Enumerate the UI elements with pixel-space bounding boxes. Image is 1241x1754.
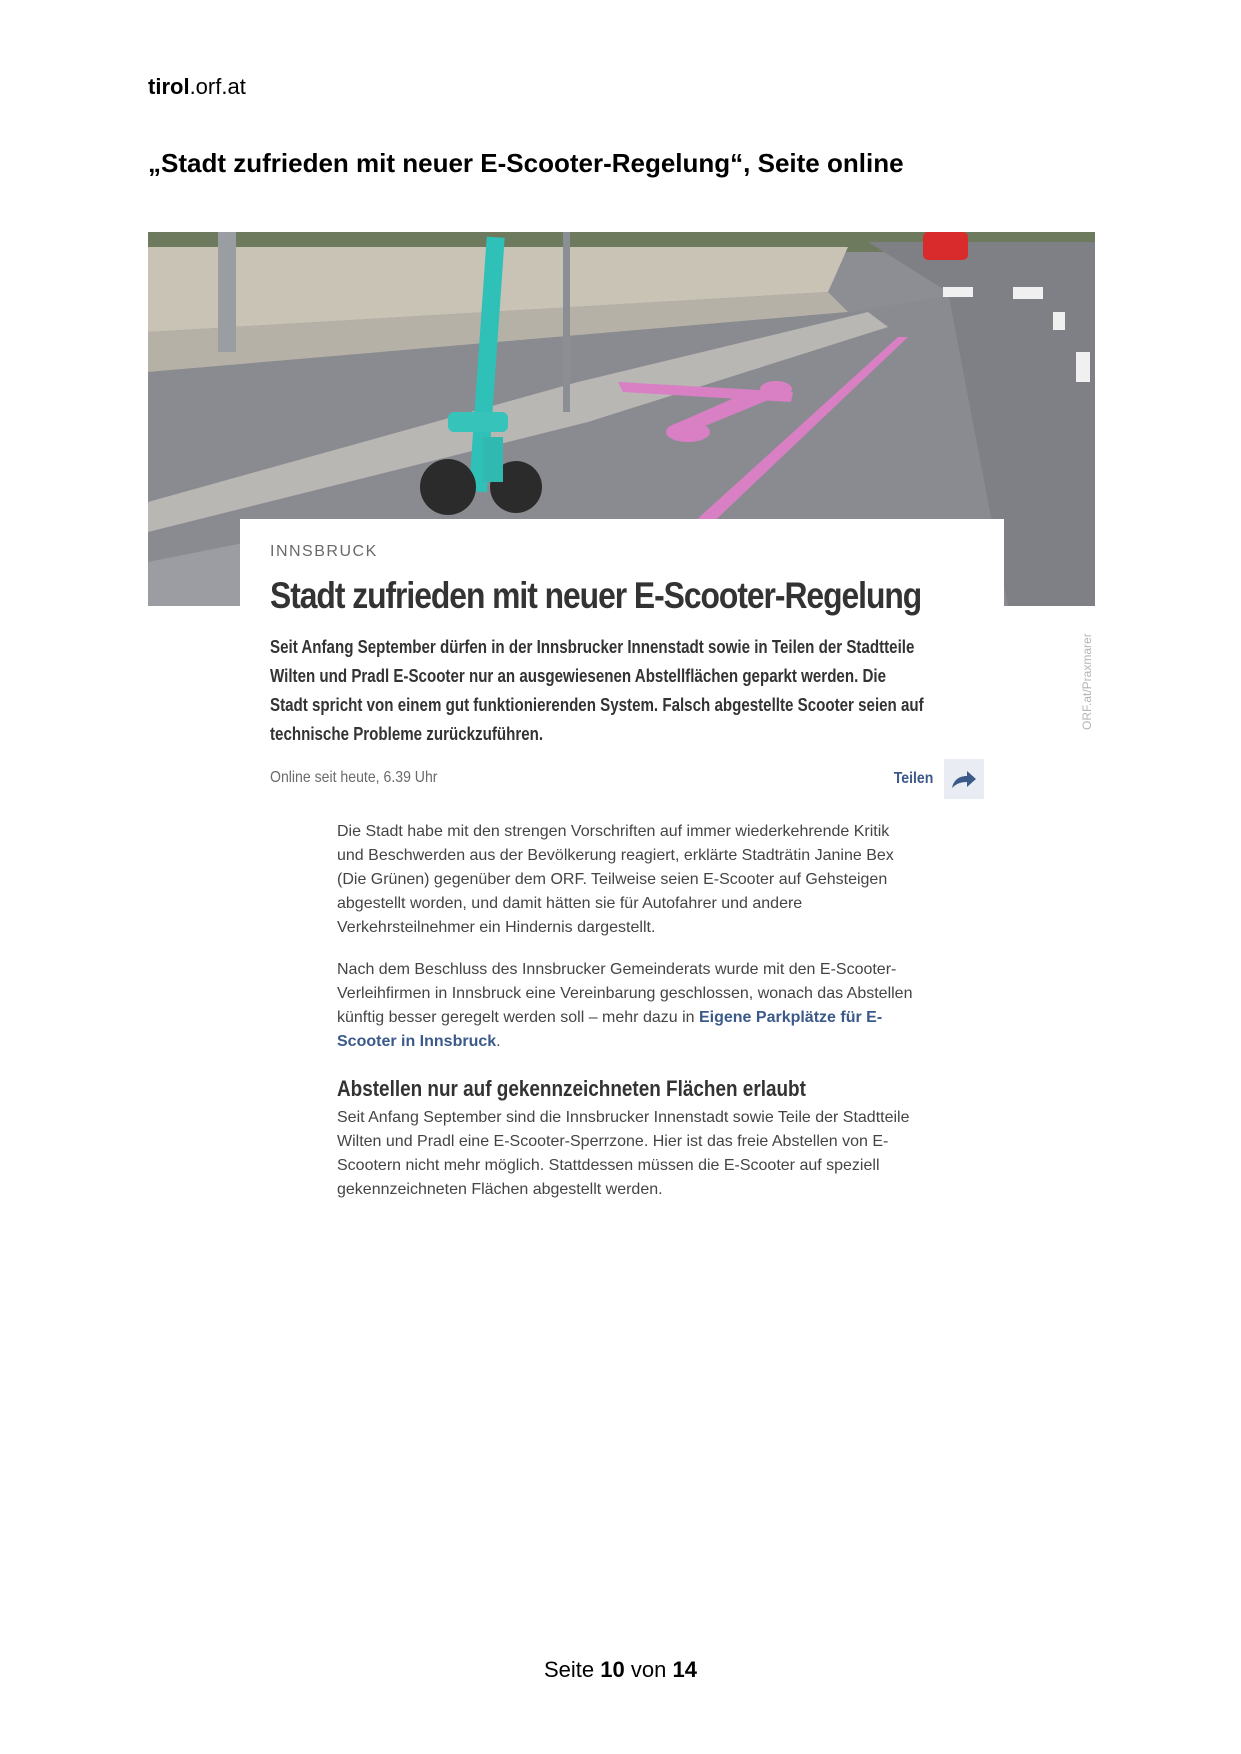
document-title: „Stadt zufrieden mit neuer E-Scooter-Regelung“, Seite online xyxy=(148,148,904,178)
site-name-bold: tirol xyxy=(148,74,190,99)
site-name xyxy=(148,74,246,100)
share-arrow-icon xyxy=(950,768,978,790)
footer-of: von xyxy=(630,1657,667,1682)
site-name-domain: .orf.at xyxy=(189,74,246,99)
article-lead: Seit Anfang September dürfen in der Innsbrucker Innenstadt sowie in Teilen der Stadtteile Wilten und Pradl E-Scooter nur an ausgewiesenen Abstellflächen geparkt werden. Die Stadt spricht von einem gut funktionierenden System. Falsch abgestellte Scooter seien auf technische Probleme zurückzuführen. xyxy=(270,637,924,744)
article-kicker[interactable]: INNSBRUCK xyxy=(270,543,378,560)
photo-credit: ORF.at/Praxmarer xyxy=(1080,633,1094,730)
footer-prefix: Seite xyxy=(544,1657,595,1682)
article-body xyxy=(337,820,917,1220)
related-article-link[interactable]: Eigene Parkplätze für E-Scooter in Innsbruck xyxy=(337,1009,883,1050)
article-headline: Stadt zufrieden mit neuer E-Scooter-Regelung xyxy=(270,575,922,616)
share-control[interactable] xyxy=(891,759,984,799)
share-button[interactable] xyxy=(944,759,984,799)
paragraph-2-text: Nach dem Beschluss des Innsbrucker Gemeinderats wurde mit den E-Scooter-Verleihfirmen in Innsbruck eine Vereinbarung geschlossen, wonach das Abstellen künftig besser geregelt werden soll – mehr dazu in xyxy=(337,961,913,1026)
article-subheading: Abstellen nur auf gekennzeichneten Flächen erlaubt xyxy=(337,1076,806,1101)
footer-current-page: 10 xyxy=(600,1657,625,1682)
article-paragraph-1: Die Stadt habe mit den strengen Vorschriften auf immer wiederkehrende Kritik und Beschwerden aus der Bevölkerung reagiert, erklärte Stadträtin Janine Bex (Die Grünen) gegenüber dem ORF. Teilweise seien E-Scooter auf Gehsteigen abgestellt worden, und damit hätten sie für Autofahrer und andere Verkehrsteilnehmer ein Hindernis dargestellt. xyxy=(337,823,894,936)
page-footer xyxy=(0,1657,1241,1683)
article-paragraph-3: Seit Anfang September sind die Innsbrucker Innenstadt sowie Teile der Stadtteile Wilten und Pradl eine E-Scooter-Sperrzone. Hier ist das freie Abstellen von E-Scootern nicht mehr möglich. Stattdessen müssen die E-Scooter auf speziell gekennzeichneten Flächen abgestellt werden. xyxy=(337,1109,910,1198)
article-dateline: Online seit heute, 6.39 Uhr xyxy=(270,769,438,786)
paragraph-2-end: . xyxy=(496,1033,501,1050)
footer-total-pages: 14 xyxy=(672,1657,697,1682)
share-label[interactable]: Teilen xyxy=(893,770,934,787)
article-paragraph-2 xyxy=(337,958,917,1054)
article-header-card xyxy=(240,519,1004,809)
